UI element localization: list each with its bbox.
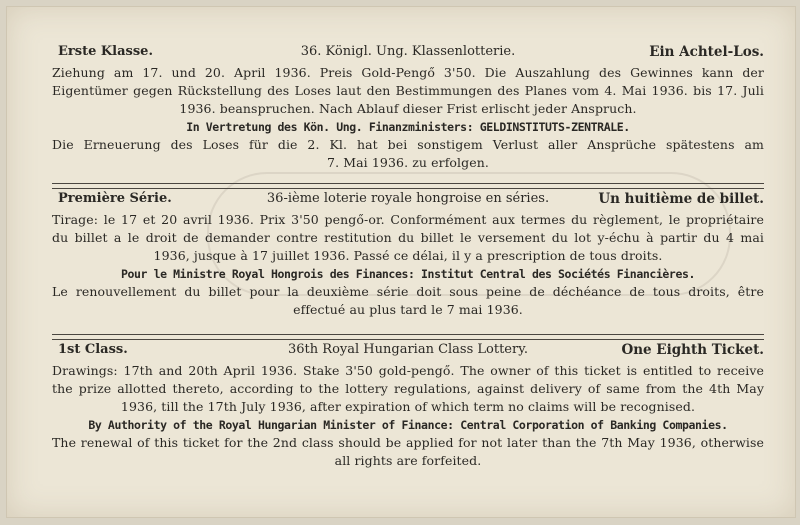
german-lottery-title: 36. Königl. Ung. Klassenlotterie. [300, 44, 516, 59]
english-lottery-title: 36th Royal Hungarian Class Lottery. [288, 342, 528, 357]
french-renewal-line: Le renouvellement du billet pour la deuxième série doit sous peine de déchéance de tous droits, être [52, 284, 764, 299]
french-authority-line: Pour le Ministre Royal Hongrois des Finances: Institut Central des Sociétés Financières. [120, 267, 696, 281]
german-fraction-label: Ein Achtel-Los. [649, 44, 764, 60]
french-renewal-line: effectué au plus tard le 7 mai 1936. [293, 302, 523, 317]
english-section [52, 342, 764, 470]
german-header [52, 44, 764, 64]
german-authority-line: In Vertretung des Kön. Ung. Finanzministers: GELDINSTITUTS-ZENTRALE. [186, 120, 630, 134]
french-fraction-label: Un huitième de billet. [598, 191, 764, 207]
french-section [52, 191, 764, 319]
french-text-line: du billet a le droit de demander contre restitution du billet le versement du lot y-échu à partir du 4 mai [52, 230, 764, 245]
section-divider [52, 183, 764, 189]
french-header [52, 191, 764, 211]
german-text-line: 1936. beanspruchen. Nach Ablauf dieser Frist erlischt jeder Anspruch. [179, 101, 637, 116]
french-text-line: 1936, jusque à 17 juillet 1936. Passé ce délai, il y a prescription de tous droits. [153, 248, 663, 263]
french-class-label: Première Série. [58, 191, 172, 206]
english-authority-line: By Authority of the Royal Hungarian Minister of Finance: Central Corporation of Banking Companies. [88, 418, 728, 432]
english-text-line: the prize allotted thereto, according to the lottery regulations, against delivery of same from the 4th May [52, 381, 764, 396]
english-renewal-line: all rights are forfeited. [334, 453, 482, 468]
german-text-line: Eigentümer gegen Rückstellung des Loses laut den Bestimmungen des Planes vom 4. Mai 1936. bis 17. Juli [52, 83, 764, 98]
section-divider [52, 334, 764, 340]
french-text-line: Tirage: le 17 et 20 avril 1936. Prix 3'50 pengő-or. Conformément aux termes du règlement, le propriétaire [52, 212, 764, 227]
english-header [52, 342, 764, 362]
english-class-label: 1st Class. [58, 342, 128, 357]
english-renewal-line: The renewal of this ticket for the 2nd class should be applied for not later than the 7th May 1936, otherwise [52, 435, 764, 450]
french-lottery-title: 36-ième loterie royale hongroise en séries. [266, 191, 550, 206]
german-text-line: Ziehung am 17. und 20. April 1936. Preis Gold-Pengő 3'50. Die Auszahlung des Gewinnes kann der [52, 65, 764, 80]
english-text-line: Drawings: 17th and 20th April 1936. Stake 3'50 gold-pengő. The owner of this ticket is entitled to receive [52, 363, 764, 378]
german-renewal-line: Die Erneuerung des Loses für die 2. Kl. hat bei sonstigem Verlust aller Ansprüche spätestens am [52, 137, 764, 152]
faded-side-print [15, 112, 30, 116]
english-fraction-label: One Eighth Ticket. [621, 342, 764, 358]
german-class-label: Erste Klasse. [58, 44, 153, 59]
german-renewal-line: 7. Mai 1936. zu erfolgen. [327, 155, 489, 170]
english-text-line: 1936, till the 17th July 1936, after expiration of which term no claims will be recognised. [120, 399, 696, 414]
german-section [52, 44, 764, 172]
